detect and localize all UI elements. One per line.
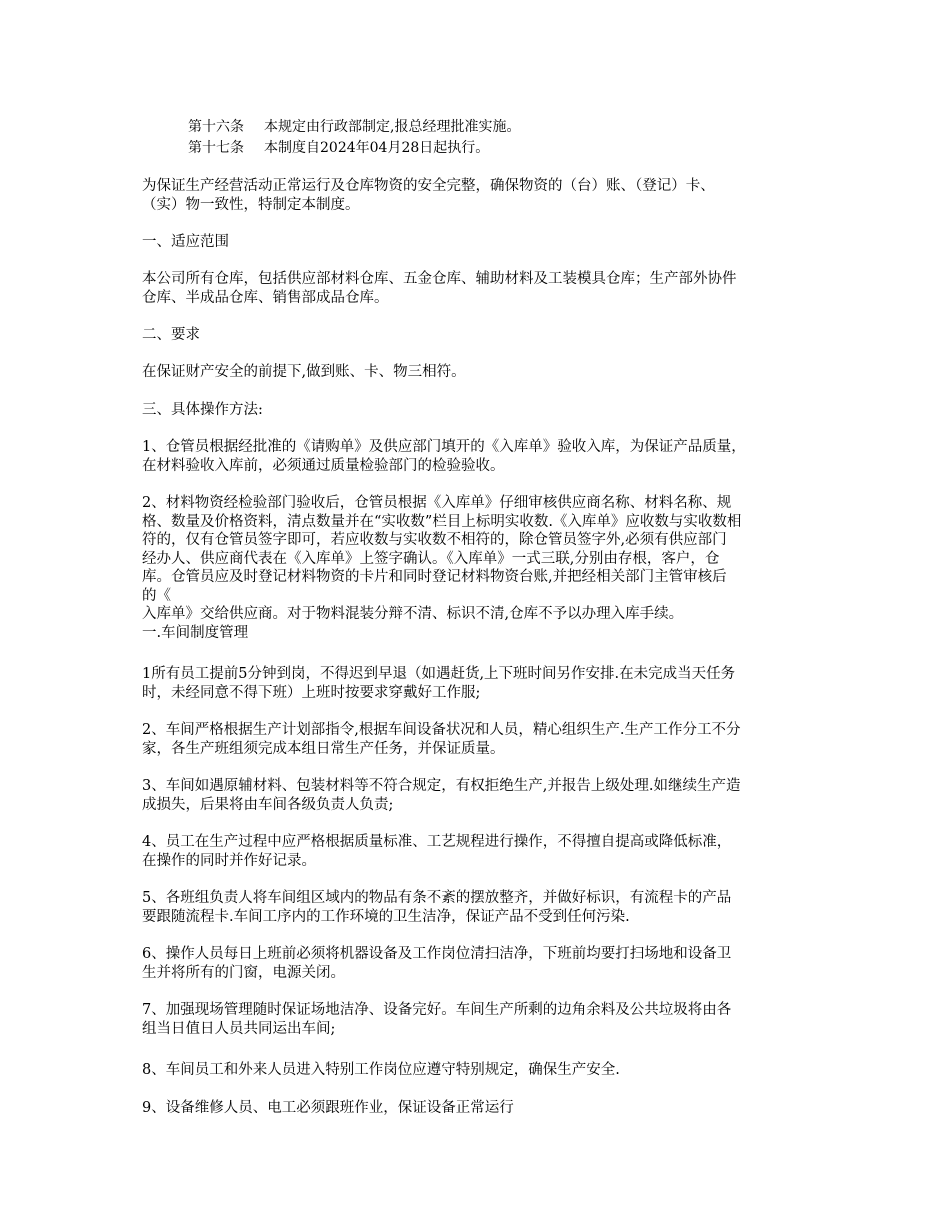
method-item-1 [142, 438, 810, 475]
rule-item-3 [142, 777, 810, 814]
rule-item-6 [142, 945, 810, 982]
rule-text: 2、车间严格根据生产计划部指令,根据车间设备状况和人员，精心组织生产.生产工作分工不分 家，各生产班组须完成本组日常生产任务，并保证质量。 [142, 722, 741, 757]
article-number: 第十七条 [188, 140, 244, 156]
rule-item-9 [142, 1099, 810, 1118]
scope-paragraph [142, 270, 810, 307]
section-title: 三、具体操作方法: [142, 402, 263, 418]
requirement-paragraph [142, 363, 810, 382]
method-text: 2、材料物资经检验部门验收后，仓管员根据《入库单》仔细审核供应商名称、材料名称、规 格、数量及价格资料，清点数量并在“实收数”栏目上标明实收数.《入库单》应收数与实收数相 符的，仅有仓管员签字即可，若应收数与实收数不相符的，除仓管员签字外,必须有供应部门 经办人、供应商代表在《入库单》上签字确认。《入库单》一式三联,分别由存根，客户，仓 库。仓管员应及时登记材料物资的卡片和同时登记材料物资台账,并把经相关部门主管审核后 的《 入库单》交给供应商。对于物料混装分辩不清、标识不清,仓库不予以办理入库手续。 一.车间制度管理 [142, 495, 742, 641]
intro-text: 为保证生产经营活动正常运行及仓库物资的安全完整，确保物资的（台）账、（登记）卡、 （实）物一致性，特制定本制度。 [142, 178, 715, 213]
rule-item-8 [142, 1061, 810, 1080]
intro-paragraph [142, 177, 810, 214]
rule-item-5 [142, 889, 810, 926]
article-17 [188, 138, 489, 158]
article-text: 本规定由行政部制定,报总经理批准实施。 [264, 119, 521, 135]
section-title: 一、适应范围 [142, 234, 229, 250]
rule-text: 6、操作人员每日上班前必须将机器设备及工作岗位清扫洁净，下班前均要打扫场地和设备卫 生并将所有的门窗，电源关闭。 [142, 946, 732, 981]
rule-text: 9、设备维修人员、电工必须跟班作业，保证设备正常运行 [142, 1100, 514, 1116]
article-16 [188, 117, 520, 137]
rule-text: 3、车间如遇原辅材料、包装材料等不符合规定，有权拒绝生产,并报告上级处理.如继续生产造 成损失，后果将由车间各级负责人负责; [142, 778, 741, 813]
requirement-text: 在保证财产安全的前提下,做到账、卡、物三相符。 [142, 364, 466, 380]
rule-text: 5、各班组负责人将车间组区域内的物品有条不紊的摆放整齐，并做好标识，有流程卡的产品 要跟随流程卡.车间工序内的工作环境的卫生洁净，保证产品不受到任何污染. [142, 890, 732, 925]
method-text: 1、仓管员根据经批准的《请购单》及供应部门填开的《入库单》验收入库，为保证产品质量， 在材料验收入库前，必须通过质量检验部门的检验验收。 [142, 439, 746, 474]
article-text: 本制度自2024年04月28日起执行。 [264, 140, 490, 156]
rule-text: 1所有员工提前5分钟到岗，不得迟到早退（如遇赶货,上下班时间另作安排.在未完成当天任务 时，未经同意不得下班）上班时按要求穿戴好工作服; [142, 666, 736, 701]
rule-text: 8、车间员工和外来人员进入特别工作岗位应遵守特别规定，确保生产安全. [142, 1062, 620, 1078]
method-item-2 [142, 494, 810, 642]
rule-item-2 [142, 721, 810, 758]
rule-item-7 [142, 1001, 810, 1038]
rule-text: 4、员工在生产过程中应严格根据质量标准、工艺规程进行操作，不得擅自提高或降低标准， 在操作的同时并作好记录。 [142, 834, 732, 869]
article-number: 第十六条 [188, 119, 244, 135]
scope-text: 本公司所有仓库，包括供应部材料仓库、五金仓库、辅助材料及工装模具仓库；生产部外协件 仓库、半成品仓库、销售部成品仓库。 [142, 271, 737, 306]
rule-text: 7、加强现场管理随时保证场地洁净、设备完好。车间生产所剩的边角余料及公共垃圾将由各 组当日值日人员共同运出车间; [142, 1002, 732, 1037]
rule-item-1 [142, 665, 810, 702]
section-title: 二、要求 [142, 327, 200, 343]
rule-item-4 [142, 833, 810, 870]
